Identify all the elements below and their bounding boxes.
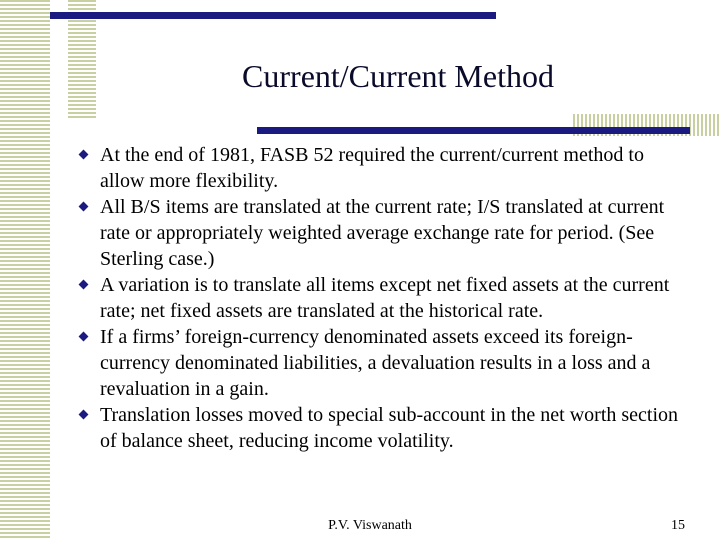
bullet-item — [80, 402, 690, 454]
bullet-text: Translation losses moved to special sub-account in the net worth section of balance sheet, reducing income volatility. — [100, 404, 679, 452]
diamond-bullet-icon — [79, 332, 89, 342]
footer-author: P.V. Viswanath — [328, 518, 412, 533]
bullet-text: If a firms’ foreign-currency denominated assets exceed its foreign-currency denominated liabilities, a devaluation results in a loss and a revaluation in a gain. — [100, 326, 651, 400]
slide-title: Current/Current Method — [242, 58, 554, 94]
diamond-bullet-icon — [79, 202, 89, 212]
bullet-item — [80, 324, 690, 402]
bullet-text: A variation is to translate all items except net fixed assets at the current rate; net fixed assets are translated at the historical rate. — [100, 274, 670, 322]
bullet-item — [80, 194, 690, 272]
decorative-stripe-left — [0, 0, 50, 540]
decorative-bar-top — [50, 12, 496, 19]
bullet-text: All B/S items are translated at the current rate; I/S translated at current rate or appropriately weighted average exchange rate for period. (See Sterling case.) — [100, 196, 665, 270]
bullet-item — [80, 272, 690, 324]
bullet-item — [80, 142, 690, 194]
bullet-text: At the end of 1981, FASB 52 required the current/current method to allow more flexibility. — [100, 144, 644, 192]
diamond-bullet-icon — [79, 410, 89, 420]
bullet-list — [80, 142, 690, 454]
diamond-bullet-icon — [79, 150, 89, 160]
diamond-bullet-icon — [79, 280, 89, 290]
page-number: 15 — [671, 518, 685, 533]
decorative-bar-middle — [257, 127, 690, 134]
